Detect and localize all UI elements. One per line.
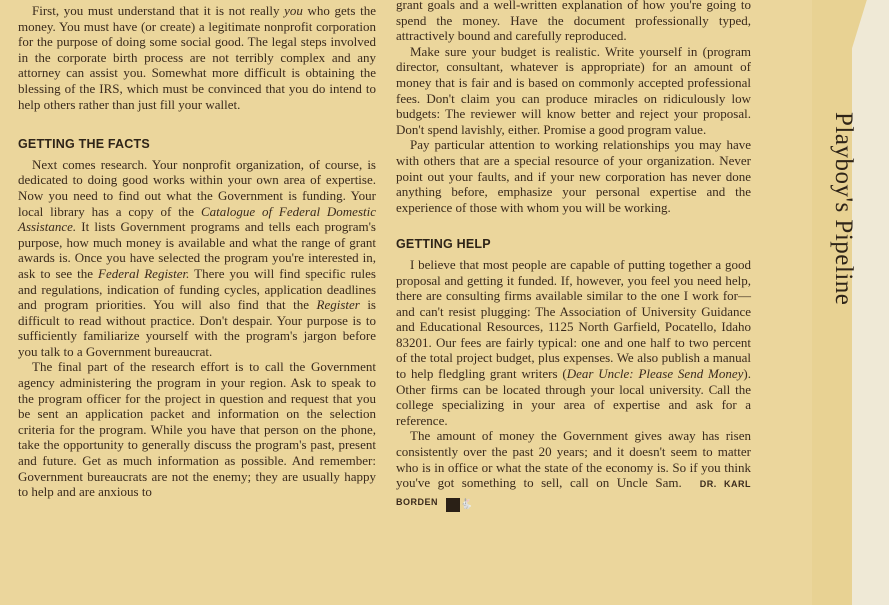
right-column [396,0,751,512]
right-paragraph-2: Pay particular attention to working relationships you may have with others that are a special resource of your organization. Never point out your faults, and if your new corporation has never done anything before, emphasize your personal expertise and the experience of those with whom you will be working. [396,137,751,215]
right-paragraph-1: Make sure your budget is realistic. Write yourself in (program director, consultant, whatever is appropriate) for an amount of money that is fair and is based on commonly accepted professional fees. Don't claim you can produce miracles on ridiculously low budgets: The reviewer will know better and reject your proposal. Don't spend lavishly, either. Promise a good program value. [396,43,751,137]
rabbit-logo-icon: 🐇 [446,498,460,512]
page-edge [852,0,889,605]
right-paragraph-0: grant goals and a well-written explanation of how you're going to spend the money. Have the document professionally typed, attractively bound and carefully reproduced. [396,0,751,44]
heading-getting-help: GETTING HELP [396,237,491,252]
sidebar-title: Playboy's Pipeline [830,112,857,306]
left-paragraph-3: The final part of the research effort is to call the Government agency administering the program in your region. Ask to speak to the program officer for the project in question and request that you be sent an application packet and information on the selection criteria for the program. While you have that person on the phone, take the opportunity to generally discuss the program's past, present and future. Get as much information as possible. And remember: Government bureaucrats are not the enemy; they are usually happy to help and are anxious to [18,359,376,500]
right-paragraph-4: The amount of money the Government gives away has risen consistently over the past 20 years; and it doesn't seem to matter who is in office or what the state of the economy is. So if you think you've got something to sell, call on Uncle Sam. DR. KARL BORDEN 🐇 [396,428,751,510]
author-signature: DR. KARL BORDEN [396,479,751,507]
heading-getting-the-facts: GETTING THE FACTS [18,137,150,152]
right-paragraph-3: I believe that most people are capable of putting together a good proposal and getting it funded. If, however, you feel you need help, there are consulting firms available similar to the one I work for—and can't resist plugging: The Association of University Guidance and Educational Resources, 1125 North Garfield, Pocatello, Idaho 83201. Our fees are fairly typical: one and one half to two percent of the total project budget, plus expenses. We also publish a manual to help fledgling grant writers (Dear Uncle: Please Send Money). Other firms can be located through your local university. Call the college specializing in your area of expertise and ask for a reference. [396,256,751,428]
left-column [18,3,376,500]
left-paragraph-1: First, you must understand that it is not really you who gets the money. You must have (or create) a legitimate nonprofit corporation for the purpose of doing some social good. The legal steps involved in the corporate birth process are not terribly complex and any attorney can assist you. Somewhat more difficult is obtaining the blessing of the IRS, which must be convinced that you do intend to help others rather than just fill your wallet. [18,3,376,112]
left-paragraph-2: Next comes research. Your nonprofit organization, of course, is dedicated to doing good works within your own area of expertise. Now you need to find out what the Government is funding. Your local library has a copy of the Catalogue of Federal Domestic Assistance. It lists Government programs and tells each program's purpose, how much money is available and what the range of grant awards is. Once you have selected the program you're interested in, ask to see the Federal Register. There you will find specific rules and regulations, indication of funding cycles, application deadlines and program priorities. You will also find that the Register is difficult to read without practice. Don't despair. Your purpose is to sufficiently familiarize yourself with the program's jargon before you talk to a Government bureaucrat. [18,156,377,359]
